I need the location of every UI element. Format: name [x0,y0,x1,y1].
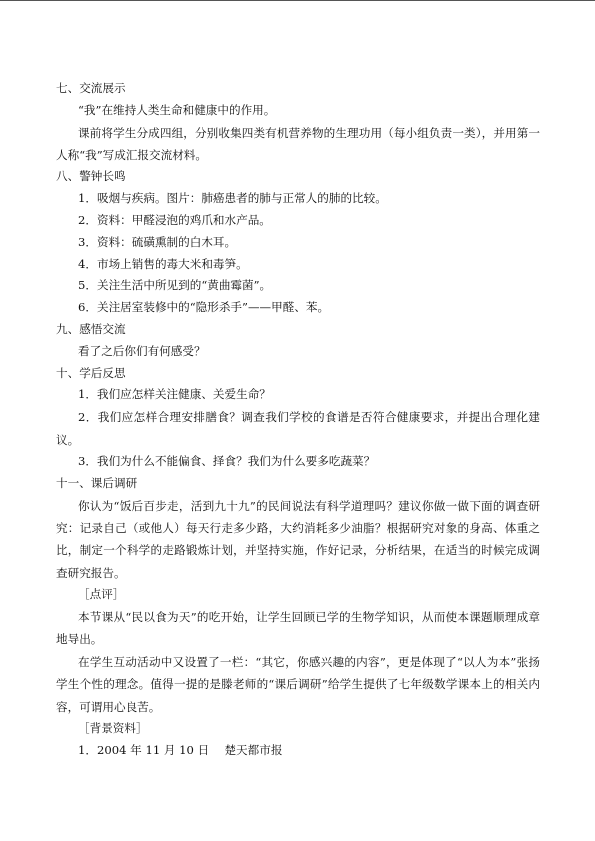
section-7-subtitle: “我”在维持人类生命和健康中的作用。 [78,102,276,117]
section-11-heading: 十一、课后调研 [56,475,138,490]
review-paragraph-2: 在学生互动活动中又设置了一栏：“其它，你感兴趣的内容”，更是体现了“以人为本”张扬学生个性的理念。值得一提的是滕老师的“课后调研”给学生提供了七年级数学课本上的相关内容，可谓用心良苦。 [56,654,540,714]
background-item-1: 1．2004 年 11 月 10 日 楚天都市报 [78,742,283,757]
section-11-paragraph: 你认为“饭后百步走，活到九十九”的民间说法有科学道理吗？建议你做一做下面的调查研究：记录自己（或他人）每天行走多少路，大约消耗多少油脂？根据研究对象的身高、体重之比，制定一个科学的走路锻炼计划，并坚持实施，作好记录，分析结果，在适当的时候完成调查研究报告。 [56,498,540,580]
section-8-item-1: 1．吸烟与疾病。图片：肺癌患者的肺与正常人的肺的比较。 [78,191,387,206]
section-7-heading: 七、交流展示 [56,81,126,95]
section-9-heading: 九、感悟交流 [56,321,126,336]
section-8-item-4: 4．市场上销售的毒大米和毒笋。 [78,256,248,271]
section-10-question-1: 1．我们应怎样关注健康、关爱生命？ [78,387,271,402]
section-8-heading: 八、警钟长鸣 [56,169,126,184]
section-10-question-3: 3．我们为什么不能偏食、择食？我们为什么要多吃蔬菜？ [78,453,376,468]
background-label: ［背景资料］ [78,721,148,736]
section-10-question-2: 2．我们应怎样合理安排膳食？调查我们学校的食谱是否符合健康要求，并提出合理化建议。 [56,410,540,447]
page-top-rule [0,0,595,1]
section-8-item-5: 5．关注生活中所见到的“黄曲霉菌”。 [78,278,272,293]
review-paragraph-1: 本节课从“民以食为天”的吃开始，让学生回顾已学的生物学知识，从而使本课题顺理成章地导出。 [56,610,540,647]
section-8-item-3: 3．资料：硫磺熏制的白木耳。 [78,234,237,249]
section-8-item-2: 2．资料：甲醛浸泡的鸡爪和水产品。 [78,213,271,227]
document-body [56,78,540,762]
section-9-text: 看了之后你们有何感受？ [78,343,206,358]
section-7-paragraph: 课前将学生分成四组，分别收集四类有机营养物的生理功用（每小组负责一类），并用第一人称“我”写成汇报交流材料。 [56,125,540,162]
review-label: ［点评］ [78,587,125,602]
section-8-item-6: 6．关注居室装修中的“隐形杀手”——甲醛、苯。 [78,300,330,315]
section-10-heading: 十、学后反思 [56,365,126,380]
